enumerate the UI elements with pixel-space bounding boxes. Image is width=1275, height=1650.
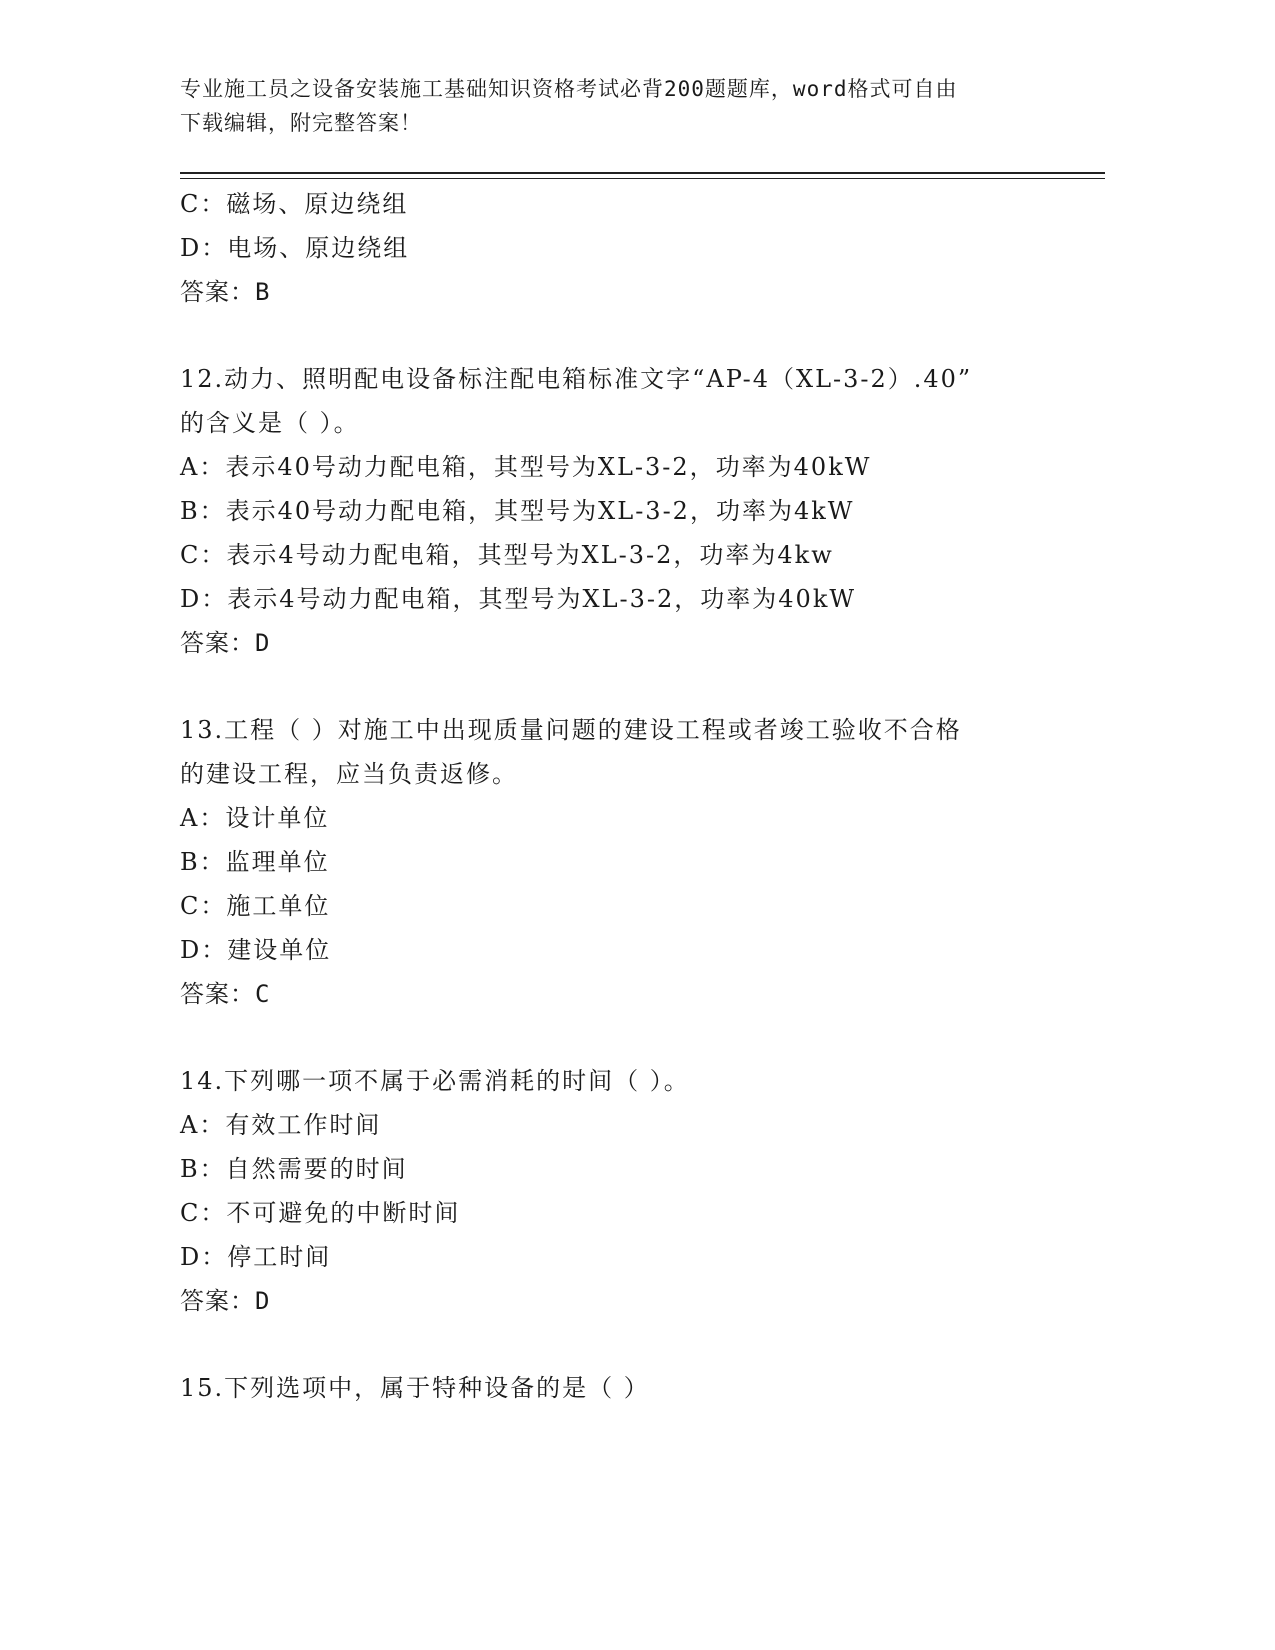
question-13	[180, 708, 1080, 1016]
question-15-stem-line-1: 15.下列选项中，属于特种设备的是（ ）	[180, 1374, 650, 1402]
question-15	[180, 1366, 1080, 1410]
question-12-option-b: B：表示40号动力配电箱，其型号为XL-3-2，功率为4kW	[180, 497, 855, 525]
question-14-option-a: A：有效工作时间	[180, 1111, 382, 1139]
question-12-option-a: A：表示40号动力配电箱，其型号为XL-3-2，功率为40kW	[180, 453, 872, 481]
question-14	[180, 1059, 1080, 1323]
question-13-option-d: D：建设单位	[180, 936, 332, 964]
question-13-stem-line-2: 的建设工程，应当负责返修。	[180, 760, 518, 788]
question-14-answer: 答案：D	[180, 1287, 271, 1315]
question-list	[180, 182, 1080, 1410]
question-11-option-c: C：磁场、原边绕组	[180, 190, 409, 218]
question-13-stem-line-1: 13.工程（ ）对施工中出现质量问题的建设工程或者竣工验收不合格	[180, 716, 962, 744]
question-12-answer: 答案：D	[180, 629, 271, 657]
question-12-stem-line-1: 12.动力、照明配电设备标注配电箱标准文字“AP-4（XL-3-2）.40”	[180, 365, 973, 393]
question-13-answer: 答案：C	[180, 980, 271, 1008]
spacer	[180, 1323, 1080, 1366]
question-13-option-a: A：设计单位	[180, 804, 330, 832]
question-14-option-d: D：停工时间	[180, 1243, 332, 1271]
question-12-option-d: D：表示4号动力配电箱，其型号为XL-3-2，功率为40kW	[180, 585, 857, 613]
document-header	[180, 72, 1080, 140]
spacer	[180, 314, 1080, 357]
question-11-option-d: D：电场、原边绕组	[180, 234, 410, 262]
question-14-option-c: C：不可避免的中断时间	[180, 1199, 461, 1227]
spacer	[180, 665, 1080, 708]
spacer	[180, 1016, 1080, 1059]
header-title-line-2: 下载编辑，附完整答案！	[180, 111, 422, 135]
question-12-stem-line-2: 的含义是（ ）。	[180, 409, 360, 437]
question-13-option-c: C：施工单位	[180, 892, 331, 920]
question-11-answer: 答案：B	[180, 278, 271, 306]
question-12	[180, 357, 1080, 665]
question-13-option-b: B：监理单位	[180, 848, 330, 876]
question-14-option-b: B：自然需要的时间	[180, 1155, 408, 1183]
question-14-stem-line-1: 14.下列哪一项不属于必需消耗的时间（ ）。	[180, 1067, 690, 1095]
header-title-line-1: 专业施工员之设备安装施工基础知识资格考试必背200题题库，word格式可自由	[180, 77, 958, 101]
question-12-option-c: C：表示4号动力配电箱，其型号为XL-3-2，功率为4kw	[180, 541, 834, 569]
header-divider-thick	[180, 172, 1105, 174]
header-divider-thin	[180, 178, 1105, 179]
question-11	[180, 182, 1080, 314]
